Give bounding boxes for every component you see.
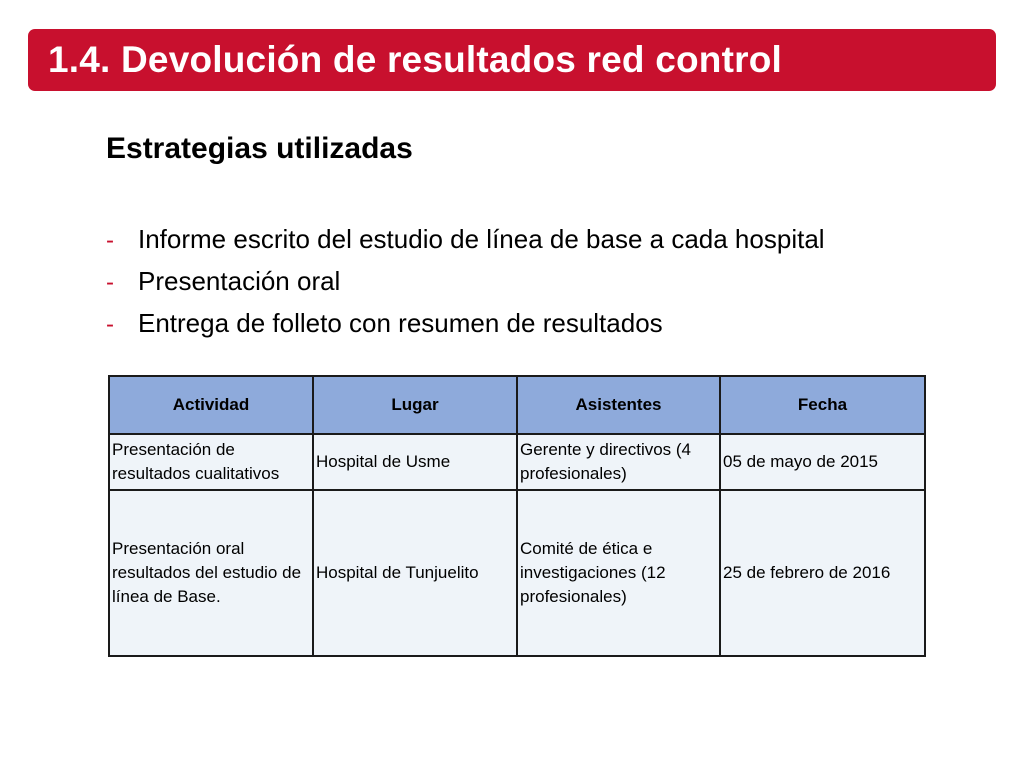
bullet-text: Presentación oral <box>138 266 341 296</box>
cell-actividad: Presentación de resultados cualitativos <box>109 434 313 490</box>
cell-actividad: Presentación oral resultados del estudio de línea de Base. <box>109 490 313 656</box>
activities-table <box>108 375 926 657</box>
cell-fecha: 05 de mayo de 2015 <box>720 434 925 490</box>
slide-title: 1.4. Devolución de resultados red control <box>48 39 782 80</box>
table-row <box>109 434 925 490</box>
bullet-dash: - <box>106 227 114 254</box>
cell-fecha: 25 de febrero de 2016 <box>720 490 925 656</box>
header-cell-actividad: Actividad <box>109 376 313 434</box>
bullet-dash: - <box>106 269 114 296</box>
bullet-text: Informe escrito del estudio de línea de base a cada hospital <box>138 224 825 254</box>
header-cell-lugar: Lugar <box>313 376 517 434</box>
bullet-text: Entrega de folleto con resumen de resultados <box>138 308 663 338</box>
cell-asistentes: Gerente y directivos (4 profesionales) <box>517 434 720 490</box>
table-header-row <box>109 376 925 434</box>
bullet-list <box>106 219 825 345</box>
bullet-item <box>106 303 825 345</box>
cell-lugar: Hospital de Tunjuelito <box>313 490 517 656</box>
cell-lugar: Hospital de Usme <box>313 434 517 490</box>
cell-asistentes: Comité de ética e investigaciones (12 profesionales) <box>517 490 720 656</box>
bullet-dash: - <box>106 311 114 338</box>
header-cell-fecha: Fecha <box>720 376 925 434</box>
header-cell-asistentes: Asistentes <box>517 376 720 434</box>
bullet-item <box>106 219 825 261</box>
title-bar <box>28 29 996 91</box>
bullet-item <box>106 261 825 303</box>
section-heading: Estrategias utilizadas <box>106 132 413 165</box>
table-row <box>109 490 925 656</box>
